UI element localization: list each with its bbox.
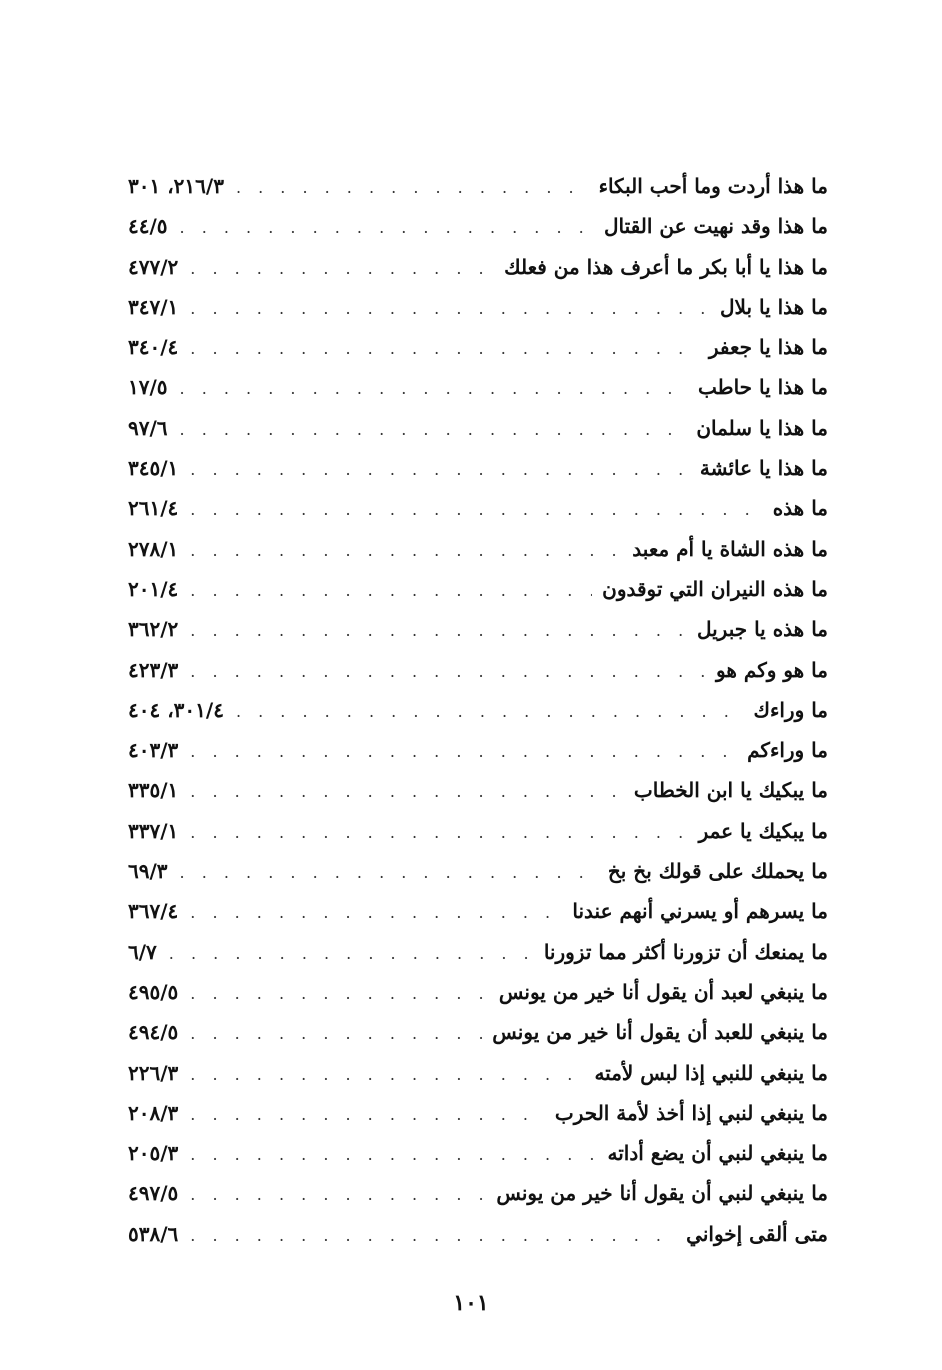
- entry-reference: ٦٩/٣: [128, 859, 168, 884]
- index-entry: [128, 972, 828, 1012]
- entry-reference: ٤٧٧/٢: [128, 254, 179, 279]
- entry-text: ما يسرهم أو يسرني أنهم عندنا: [572, 899, 828, 924]
- index-entry: [128, 609, 828, 649]
- entry-reference: ٣٤٥/١: [128, 456, 179, 481]
- entry-reference: ٢٠٨/٣: [128, 1100, 179, 1125]
- index-entry: [128, 1214, 828, 1254]
- entry-reference: ٤٩٧/٥: [128, 1181, 179, 1206]
- dot-leader: [190, 1055, 584, 1095]
- dot-leader: [190, 732, 737, 772]
- index-list: [128, 166, 828, 1254]
- dot-leader: [190, 1095, 545, 1135]
- index-entry: [128, 770, 828, 810]
- entry-text: ما هذه النيران التي توقدون: [602, 576, 828, 601]
- dot-leader: [190, 490, 762, 530]
- dot-leader: [190, 249, 494, 289]
- dot-leader: [180, 853, 598, 893]
- entry-text: ما وراءكم: [747, 738, 828, 763]
- index-entry: [128, 851, 828, 891]
- dot-leader: [190, 652, 706, 692]
- index-entry: [128, 247, 828, 287]
- entry-text: ما وراءك: [753, 697, 828, 722]
- index-entry: [128, 690, 828, 730]
- entry-reference: ٣٤٠/٤: [128, 335, 179, 360]
- entry-reference: ٣٣٥/١: [128, 778, 179, 803]
- entry-reference: ٤٩٤/٥: [128, 1020, 179, 1045]
- index-entry: [128, 1093, 828, 1133]
- dot-leader: [190, 893, 562, 933]
- entry-reference: ٤٤/٥: [128, 214, 168, 239]
- entry-reference: ٦/٧: [128, 939, 157, 964]
- page-number: ١٠١: [453, 1290, 489, 1316]
- index-entry: [128, 650, 828, 690]
- entry-text: ما هذه الشاة يا أم معبد: [632, 536, 828, 561]
- entry-reference: ٢٢٦/٣: [128, 1060, 179, 1085]
- dot-leader: [180, 410, 687, 450]
- entry-reference: ٢١٦/٣، ٣٠١: [128, 174, 224, 198]
- index-entry: [128, 367, 828, 407]
- dot-leader: [190, 1014, 482, 1054]
- entry-text: ما هذا وقد نهيت عن القتال: [604, 214, 828, 239]
- dot-leader: [190, 813, 688, 853]
- index-entry: [128, 206, 828, 246]
- entry-text: ما ينبغي للنبي إذا لبس لأمته: [594, 1060, 828, 1085]
- entry-text: ما ينبغي لنبي أن يقول أنا خير من يونس: [496, 1181, 828, 1206]
- index-entry: [128, 891, 828, 931]
- entry-text: ما يبكيك يا عمر: [698, 818, 828, 843]
- entry-text: ما هذه يا جبريل: [696, 617, 828, 642]
- index-entry: [128, 166, 828, 206]
- entry-reference: ٩٧/٦: [128, 415, 168, 440]
- entry-text: ما يحملك على قولك بخ بخ: [607, 859, 828, 884]
- entry-reference: ٥٣٨/٦: [128, 1221, 179, 1246]
- index-entry: [128, 529, 828, 569]
- index-entry: [128, 408, 828, 448]
- dot-leader: [180, 369, 688, 409]
- entry-reference: ٢٠٥/٣: [128, 1141, 179, 1166]
- entry-text: ما هذا يا سلمان: [696, 415, 828, 440]
- dot-leader: [190, 772, 624, 812]
- entry-text: ما هذا أردت وما أحب البكاء: [598, 174, 828, 198]
- index-entry: [128, 569, 828, 609]
- entry-reference: ٣٤٧/١: [128, 294, 179, 319]
- entry-reference: ٢٦١/٤: [128, 496, 179, 521]
- entry-text: متى ألقى إخواني: [686, 1221, 828, 1246]
- index-entry: [128, 1173, 828, 1213]
- entry-reference: ٣٣٧/١: [128, 818, 179, 843]
- entry-text: ما ينبغي لنبي أن يضع أداته: [607, 1141, 828, 1166]
- entry-text: ما يبكيك يا ابن الخطاب: [633, 778, 828, 803]
- entry-text: ما ينبغي للعبد أن يقول أنا خير من يونس: [492, 1020, 828, 1045]
- dot-leader: [190, 1135, 597, 1175]
- index-entry: [128, 932, 828, 972]
- entry-text: ما هذا يا عائشة: [699, 456, 828, 481]
- dot-leader: [180, 208, 594, 248]
- entry-reference: ١٧/٥: [128, 375, 168, 400]
- entry-reference: ٣٦٧/٤: [128, 899, 179, 924]
- index-entry: [128, 287, 828, 327]
- index-entry: [128, 327, 828, 367]
- entry-text: ما هذا يا أبا بكر ما أعرف هذا من فعلك: [504, 254, 828, 279]
- dot-leader: [190, 1216, 676, 1256]
- entry-text: ما هذا يا بلال: [720, 294, 828, 319]
- entry-reference: ٢٠١/٤: [128, 576, 179, 601]
- index-entry: [128, 448, 828, 488]
- entry-text: ما يمنعك أن تزورنا أكثر مما تزورنا: [543, 939, 828, 964]
- entry-text: ما هذا يا حاطب: [698, 375, 828, 400]
- entry-reference: ٣٠١/٤، ٤٠٤: [128, 697, 224, 722]
- dot-leader: [190, 1175, 486, 1215]
- index-entry: [128, 1053, 828, 1093]
- entry-text: ما ينبغي لعبد أن يقول أنا خير من يونس: [498, 979, 828, 1004]
- dot-leader: [169, 934, 534, 974]
- dot-leader: [236, 692, 744, 732]
- entry-reference: ٢٧٨/١: [128, 536, 179, 561]
- entry-text: ما هذه: [772, 496, 828, 521]
- dot-leader: [236, 168, 589, 208]
- dot-leader: [190, 289, 710, 329]
- index-entry: [128, 1133, 828, 1173]
- entry-text: ما هو وكم هو: [716, 657, 828, 682]
- entry-reference: ٣٦٢/٢: [128, 617, 179, 642]
- entry-text: ما ينبغي لنبي إذا أخذ لأمة الحرب: [554, 1100, 828, 1125]
- index-entry: [128, 730, 828, 770]
- index-entry: [128, 488, 828, 528]
- index-entry: [128, 811, 828, 851]
- dot-leader: [190, 571, 592, 611]
- dot-leader: [190, 611, 687, 651]
- index-entry: [128, 1012, 828, 1052]
- dot-leader: [190, 531, 622, 571]
- dot-leader: [190, 329, 699, 369]
- entry-reference: ٤٠٣/٣: [128, 738, 179, 763]
- entry-reference: ٤٢٣/٣: [128, 657, 179, 682]
- entry-text: ما هذا يا جعفر: [708, 335, 828, 360]
- entry-reference: ٤٩٥/٥: [128, 979, 179, 1004]
- dot-leader: [190, 450, 690, 490]
- dot-leader: [190, 974, 489, 1014]
